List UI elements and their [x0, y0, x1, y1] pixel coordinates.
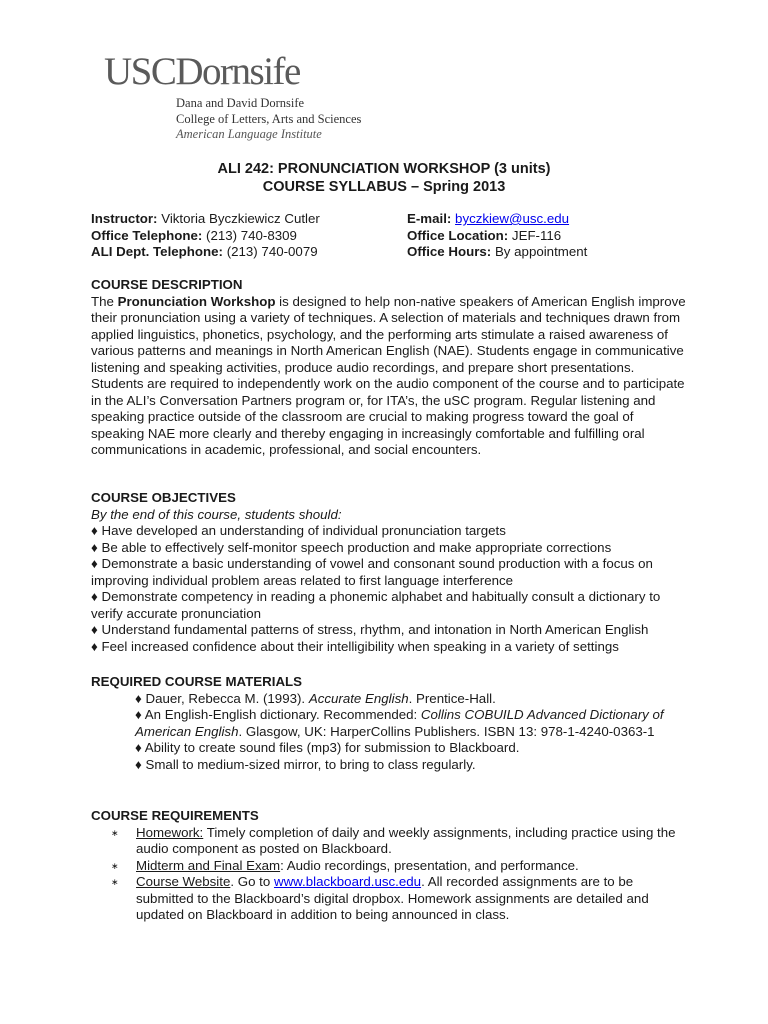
- requirement-text: : Audio recordings, presentation, and performance.: [280, 857, 579, 873]
- requirements-list: [91, 825, 688, 924]
- material-item: [91, 691, 688, 708]
- logo-wordmark: USCDornsife: [104, 50, 300, 93]
- objective-item: ♦ Have developed an understanding of individual pronunciation targets: [91, 523, 506, 538]
- instructor-label: Instructor:: [91, 211, 158, 226]
- objective-item: ♦ Demonstrate competency in reading a phonemic alphabet and habitually consult a dictionary to verify accurate pronunciation: [91, 589, 661, 621]
- description-lead: The: [91, 293, 118, 309]
- contact-left: [91, 211, 320, 261]
- bullet-icon: ∗: [111, 860, 119, 871]
- dept-phone-row: [91, 244, 320, 261]
- hours-label: Office Hours:: [407, 244, 492, 259]
- requirement-label: Homework:: [136, 824, 204, 840]
- material-text: . Glasgow, UK: HarperCollins Publishers. ISBN 13: 978-1-4240-0363-1: [238, 723, 655, 739]
- contact-right: [407, 211, 587, 261]
- requirement-text: . Go to: [230, 874, 274, 889]
- material-item: ♦ Ability to create sound files (mp3) for submission to Blackboard.: [135, 740, 520, 755]
- office-phone-label: Office Telephone:: [91, 227, 203, 243]
- office-phone: (213) 740-8309: [206, 227, 297, 243]
- bullet-icon: ∗: [111, 877, 119, 887]
- email-label: E-mail:: [407, 211, 452, 226]
- description-section: [91, 277, 688, 459]
- requirement-label: Course Website: [136, 874, 231, 889]
- location-row: [407, 228, 587, 245]
- instructor-name: Viktoria Byczkiewicz Cutler: [161, 211, 320, 226]
- bullet-icon: ∗: [111, 827, 119, 838]
- description-text: [91, 294, 688, 459]
- requirement-item: [91, 825, 688, 858]
- instructor-row: [91, 211, 320, 228]
- course-title: [0, 160, 768, 196]
- title-line-1: ALI 242: PRONUNCIATION WORKSHOP (3 units): [217, 161, 551, 177]
- logo-subtitle: [176, 96, 361, 143]
- material-text: . Prentice-Hall.: [408, 690, 496, 706]
- hours-row: [407, 244, 587, 261]
- objectives-heading: COURSE OBJECTIVES: [91, 490, 236, 505]
- material-title: Collins COBUILD Advanced Dictionary of American English: [135, 707, 664, 739]
- material-title: Accurate English: [308, 690, 409, 706]
- logo-tagline: American Language Institute: [176, 127, 322, 141]
- email-link[interactable]: byczkiew@usc.edu: [455, 211, 570, 226]
- email-row: [407, 211, 587, 228]
- office-location: JEF-116: [511, 227, 562, 243]
- logo-line-2: College of Letters, Arts and Sciences: [176, 111, 362, 126]
- objective-item: ♦ Feel increased confidence about their intelligibility when speaking in a variety of settings: [91, 638, 619, 654]
- material-item: ♦ Small to medium-sized mirror, to bring to class regularly.: [135, 756, 476, 772]
- dept-phone-label: ALI Dept. Telephone:: [91, 244, 223, 259]
- requirements-section: [91, 808, 688, 924]
- material-text: ♦ Dauer, Rebecca M. (1993).: [135, 690, 309, 706]
- materials-section: [91, 674, 688, 773]
- logo-line-1: Dana and David Dornsife: [176, 96, 305, 110]
- material-item: [91, 707, 688, 740]
- objectives-section: [91, 490, 688, 655]
- requirement-label: Midterm and Final Exam: [136, 857, 281, 873]
- materials-heading: REQUIRED COURSE MATERIALS: [91, 674, 303, 689]
- description-bold: Pronunciation Workshop: [117, 293, 276, 309]
- objective-item: ♦ Demonstrate a basic understanding of vowel and consonant sound production with a focus on improving individual problem areas related to first language interference: [91, 556, 653, 588]
- objective-item: ♦ Understand fundamental patterns of stress, rhythm, and intonation in North American English: [91, 622, 649, 637]
- title-line-2: COURSE SYLLABUS – Spring 2013: [262, 179, 506, 195]
- description-body: is designed to help non-native speakers of American English improve their pronunciation using a variety of techniques. A selection of materials and techniques drawn from applied linguistics, phonetics, psychology, and the performing arts stimulate a raised awareness of various patterns and meanings in North American English (NAE). Students engage in communicative listening and speaking activities, produce audio recordings, and prepare short presentations. Students are required to independently work on the audio component of the course and to participate in the ALI’s Conversation Partners program or, for ITA’s, the uSC program. Regular listening and speaking practice outside of the classroom are crucial to making progress toward the goal of speaking NAE more clearly and thereby engaging in increasingly comfortable and fulfilling oral communications in academic, professional, and social encounters.: [91, 293, 686, 457]
- description-heading: COURSE DESCRIPTION: [91, 277, 243, 292]
- requirement-item: [91, 874, 688, 924]
- office-hours: By appointment: [494, 244, 588, 259]
- requirement-text: Timely completion of daily and weekly assignments, including practice using the audio component as posted on Blackboard.: [136, 824, 676, 856]
- requirement-text: . All recorded assignments are to be submitted to the Blackboard’s digital dropbox. Homework assignments are detailed and updated on Blackboard in addition to being announced in class.: [136, 874, 649, 922]
- usc-dornsife-logo: [104, 52, 361, 143]
- requirements-heading: COURSE REQUIREMENTS: [91, 808, 259, 823]
- requirement-item: [91, 858, 688, 875]
- objectives-intro: By the end of this course, students should:: [91, 506, 342, 522]
- blackboard-link[interactable]: www.blackboard.usc.edu: [273, 874, 422, 889]
- location-label: Office Location:: [407, 227, 509, 243]
- material-text: ♦ An English-English dictionary. Recommended:: [135, 707, 421, 722]
- objective-item: ♦ Be able to effectively self-monitor speech production and make appropriate corrections: [91, 539, 612, 555]
- dept-phone: (213) 740-0079: [226, 244, 318, 259]
- office-phone-row: [91, 228, 320, 245]
